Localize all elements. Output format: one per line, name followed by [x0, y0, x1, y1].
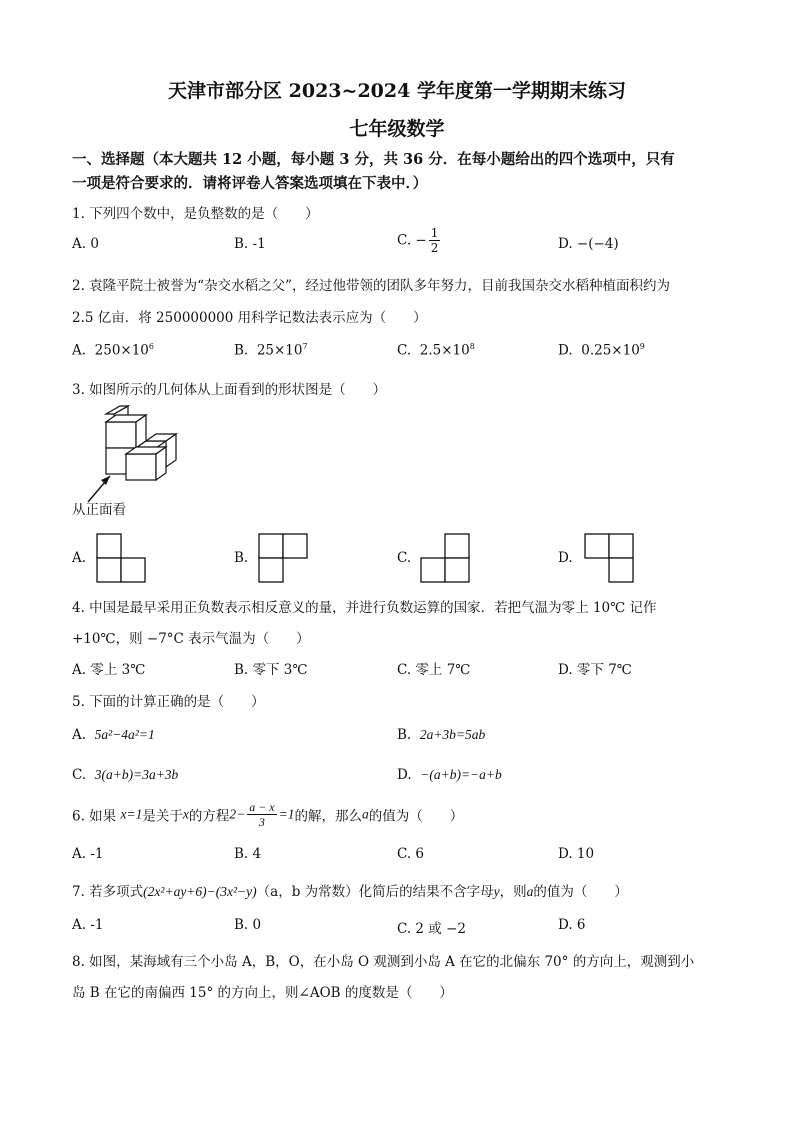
q6-option-b: B. 4 [234, 846, 262, 862]
q5-option-c: C. 3(a+b)=3a+3b [72, 767, 179, 783]
q3-option-a: A. [72, 550, 87, 566]
q7-option-a: A. -1 [72, 917, 104, 933]
q1-option-c-numerator: 1 [430, 226, 439, 240]
section-heading-line1: 一、选择题（本大题共 12 小题，每小题 3 分，共 36 分．在每小题给出的四个选项中，只有 [72, 151, 675, 168]
q8-stem-line2: 岛 B 在它的南偏西 15° 的方向上，则∠AOB 的度数是（ ） [72, 985, 453, 1001]
q3-option-d-shape [584, 533, 636, 583]
q4-option-d: D. 零下 7℃ [558, 662, 632, 678]
q6-stem: 6. 如果 x=1是关于x的方程2− $\frac{a - x}{3}$ =1的解，那么a的值为（ ） [72, 800, 464, 829]
q2-option-b: B. $25\times 10^7$ [234, 342, 308, 359]
q8-stem-line1: 8. 如图，某海域有三个小岛 A，B，O，在小岛 O 观测到小岛 A 在它的北偏东 70° 的方向上，观测到小 [72, 954, 695, 970]
q3-option-d: D. [558, 550, 573, 566]
page-subtitle: 七年级数学 [349, 118, 445, 140]
q3-view-label: 从正面看 [72, 502, 126, 518]
q5-option-b: B. 2a+3b=5ab [397, 727, 486, 743]
q3-option-c-shape [420, 533, 472, 583]
q5-stem: 5. 下面的计算正确的是（ ） [72, 694, 265, 710]
q7-option-c: C. 2 或 −2 [397, 921, 467, 937]
q1-option-a: A. 0 [72, 236, 99, 252]
q5-option-d: D. −(a+b)=−a+b [397, 767, 502, 783]
q7-option-b: B. 0 [234, 917, 262, 933]
q5-option-a: A. 5a²−4a²=1 [72, 727, 155, 743]
q2-option-c: C. $2.5\times 10^8$ [397, 342, 475, 359]
q3-solid-figure [70, 410, 190, 500]
q3-stem: 3. 如图所示的几何体从上面看到的形状图是（ ） [72, 382, 387, 398]
q2-option-d: D. $0.25\times 10^9$ [558, 342, 645, 359]
q4-option-c: C. 零上 7℃ [397, 662, 471, 678]
q2-stem-line2: 2.5 亿亩．将 250000000 用科学记数法表示应为（ ） [72, 310, 427, 326]
q4-stem-line1: 4. 中国是最早采用正负数表示相反意义的量，并进行负数运算的国家．若把气温为零上 10℃ 记作 [72, 600, 657, 616]
q2-option-a: A. $250\times 10^6$ [72, 342, 154, 359]
q2-stem-line1: 2. 袁隆平院士被誉为“杂交水稻之父”，经过他带领的团队多年努力，目前我国杂交水稻种植面积约为 [72, 278, 670, 294]
q3-option-c: C. [397, 550, 412, 566]
q1-option-c [397, 226, 442, 255]
q1-option-d: D. −(−4) [558, 236, 619, 252]
q6-option-c: C. 6 [397, 846, 425, 862]
q1-option-c-label: C. − [397, 232, 427, 249]
q1-stem: 1. 下列四个数中，是负整数的是（ ） [72, 206, 319, 222]
q4-option-b: B. 零下 3℃ [234, 662, 308, 678]
q3-option-b: B. [234, 550, 249, 566]
section-heading-line2: 一项是符合要求的．请将评卷人答案选项填在下表中．） [72, 175, 428, 192]
q3-option-a-shape [96, 533, 148, 583]
q4-option-a: A. 零上 3℃ [72, 662, 146, 678]
q1-option-c-denominator: 2 [430, 241, 439, 255]
q3-option-b-shape [258, 533, 310, 583]
q1-option-b: B. -1 [234, 236, 266, 252]
q7-stem: 7. 若多项式(2x²+ay+6)−(3x²−y)（a，b 为常数）化简后的结果不含字母y，则a的值为（ ） [72, 884, 628, 900]
q7-option-d: D. 6 [558, 917, 586, 933]
q6-option-a: A. -1 [72, 846, 104, 862]
page-title: 天津市部分区 2023~2024 学年度第一学期期末练习 [168, 80, 626, 102]
q6-option-d: D. 10 [558, 846, 595, 862]
q4-stem-line2: +10℃，则 −7°C 表示气温为（ ） [72, 631, 310, 647]
